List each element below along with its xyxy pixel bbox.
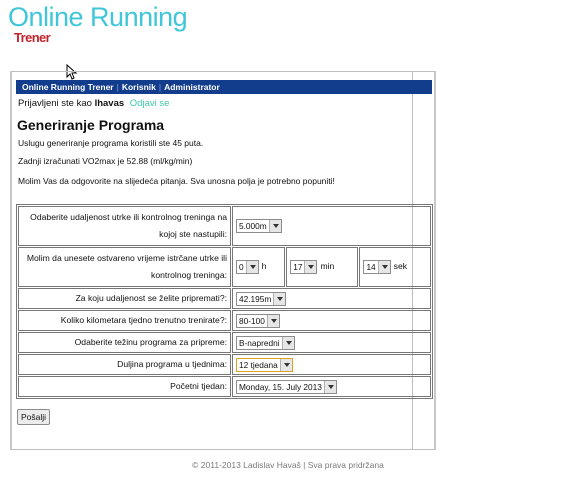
chevron-down-icon: [246, 261, 258, 273]
login-username: lhavas: [94, 98, 125, 109]
seconds-select[interactable]: 14: [363, 260, 390, 274]
hours-select[interactable]: 0: [236, 260, 259, 274]
form-row-difficulty: [18, 332, 431, 353]
hours-unit: h: [261, 261, 267, 272]
main-nav: Online Running Trener | Korisnik | Administrator: [16, 80, 432, 94]
login-status: [18, 98, 169, 109]
program-length-select[interactable]: 12 tjedana: [236, 358, 293, 372]
form-row-race-time: [18, 247, 431, 287]
nav-item-admin[interactable]: Administrator: [164, 82, 220, 92]
form-row-target-distance: [18, 288, 431, 309]
chevron-down-icon: [269, 220, 281, 232]
vo2max-text: Zadnji izračunati VO2max je 52.88 (ml/kg/min): [18, 156, 193, 166]
form-row-weekly-km: [18, 310, 431, 331]
submit-button[interactable]: Pošalji: [17, 409, 50, 425]
difficulty-select[interactable]: B-napredni: [236, 336, 295, 350]
weekly-km-select[interactable]: 80-100: [236, 314, 280, 328]
usage-text: Uslugu generiranje programa koristili ste 45 puta.: [18, 138, 204, 148]
form-row-race-distance: [18, 206, 431, 246]
race-time-label: Molim da unesete ostvareno vrijeme istrčane utrke ili kontrolnog treninga:: [18, 247, 231, 287]
site-logo[interactable]: Online Running: [8, 2, 188, 32]
start-week-select[interactable]: Monday, 15. July 2013: [236, 380, 337, 394]
difficulty-label: Odaberite težinu programa za pripreme:: [18, 332, 231, 353]
form-row-start-week: [18, 376, 431, 397]
target-distance-label: Za koju udaljenost se želite pripremati?:: [18, 288, 231, 309]
nav-item-home[interactable]: Online Running Trener: [22, 82, 114, 92]
race-distance-select[interactable]: 5.000m: [236, 219, 282, 233]
form-row-program-length: [18, 354, 431, 375]
start-week-label: Početni tjedan:: [18, 376, 231, 397]
nav-item-user[interactable]: Korisnik: [121, 82, 156, 92]
program-form: [16, 204, 433, 399]
footer-copyright: © 2011-2013 Ladislav Havaš | Sva prava pridržana: [192, 460, 384, 470]
seconds-unit: sek: [393, 261, 408, 272]
target-distance-select[interactable]: 42.195m: [236, 292, 286, 306]
minutes-select[interactable]: 17: [290, 260, 317, 274]
site-logo-subtitle: Trener: [14, 30, 51, 45]
race-distance-label: Odaberite udaljenost utrke ili kontrolnog treninga na kojoj ste nastupili:: [18, 206, 231, 246]
instructions-text: Molim Vas da odgovorite na slijedeća pitanja. Sva unosna polja je potrebno popuniti!: [18, 176, 335, 186]
chevron-down-icon: [378, 261, 390, 273]
weekly-km-label: Koliko kilometara tjedno trenutno trenirate?:: [18, 310, 231, 331]
page-title: Generiranje Programa: [17, 117, 165, 133]
program-length-label: Duljina programa u tjednima:: [18, 354, 231, 375]
login-prefix: Prijavljeni ste kao: [18, 98, 92, 109]
chevron-down-icon: [273, 293, 285, 305]
minutes-unit: min: [320, 261, 335, 272]
chevron-down-icon: [324, 381, 336, 393]
chevron-down-icon: [304, 261, 316, 273]
logout-link[interactable]: Odjavi se: [129, 98, 170, 109]
chevron-down-icon: [267, 315, 279, 327]
chevron-down-icon: [282, 337, 294, 349]
chevron-down-icon: [280, 359, 292, 371]
